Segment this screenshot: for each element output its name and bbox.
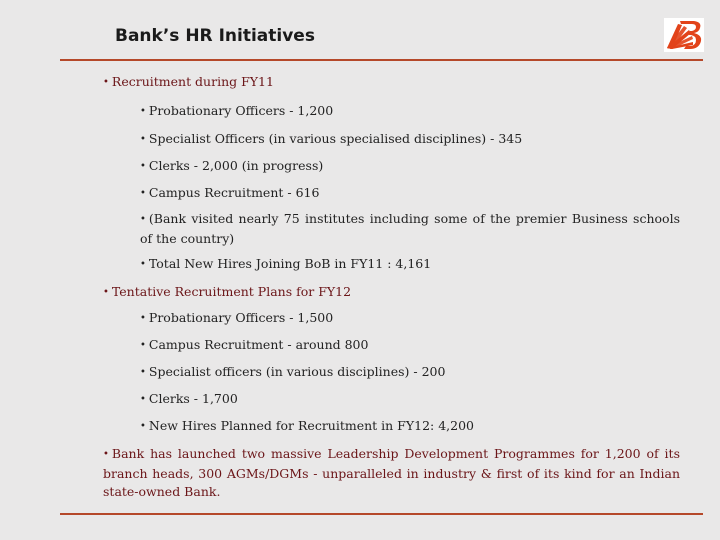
bank-logo-icon [664, 18, 704, 52]
page-title: Bank’s HR Initiatives [115, 26, 315, 46]
list-item: • Total New Hires Joining BoB in FY11 : 4,161 [140, 256, 432, 271]
list-item: • Probationary Officers - 1,200 [140, 103, 334, 118]
list-item: • Specialist officers (in various disciplines) - 200 [140, 364, 446, 379]
list-item: • Clerks - 2,000 (in progress) [140, 158, 324, 173]
list-item: • (Bank visited nearly 75 institutes including some of the premier Business schools of the country) [140, 211, 680, 246]
list-item: • Campus Recruitment - around 800 [140, 337, 369, 352]
section-heading-fy11: • Recruitment during FY11 [103, 74, 274, 89]
list-item: • Specialist Officers (in various specialised disciplines) - 345 [140, 131, 523, 146]
list-item: • Campus Recruitment - 616 [140, 185, 320, 200]
list-item: • Probationary Officers - 1,500 [140, 310, 334, 325]
list-item: • Clerks - 1,700 [140, 391, 238, 406]
leadership-programme-paragraph: • Bank has launched two massive Leadership Development Programmes for 1,200 of its branch heads, 300 AGMs/DGMs - unparalleled in industry & first of its kind for an Indian state-owned Bank. [103, 446, 680, 499]
footer-divider [60, 513, 703, 515]
header-divider [60, 59, 703, 61]
section-heading-fy12: • Tentative Recruitment Plans for FY12 [103, 284, 352, 299]
list-item: • New Hires Planned for Recruitment in FY12: 4,200 [140, 418, 474, 433]
